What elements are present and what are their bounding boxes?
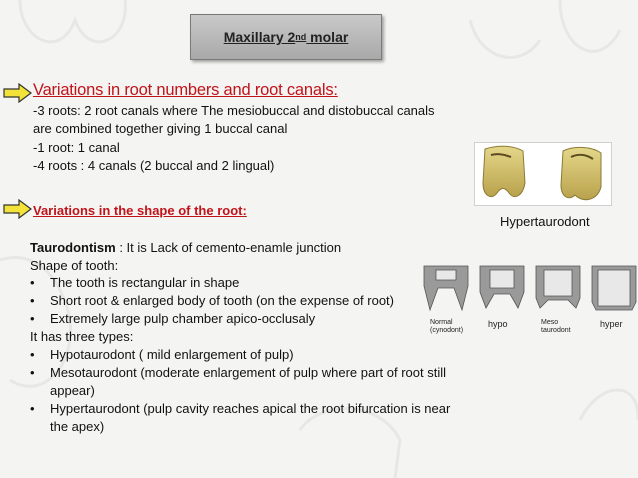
diagram-caption [541,319,571,335]
section1-line: -3 roots: 2 root canals where The mesiobuccal and distobuccal canals [33,103,435,118]
type-bullet: Mesotaurodont (moderate enlargement of pulp where part of root still [50,365,446,380]
meso-tooth-drawing [536,266,580,308]
tooth-photo-illustration [475,143,611,205]
arrow-icon [3,199,33,219]
bullet: • [30,347,35,362]
shape-bullet: The tooth is rectangular in shape [50,275,240,290]
type-bullet: Hypertaurodont (pulp cavity reaches apical the root bifurcation is near [50,401,451,416]
type-bullet: Hypotaurodont ( mild enlargement of pulp) [50,347,294,362]
bullet: • [30,293,35,308]
type-bullet-cont: appear) [50,383,95,398]
shape-bullet: Extremely large pulp chamber apico-occlusaly [50,311,316,326]
caption-line: Meso [541,319,559,326]
arrow-icon [3,83,33,103]
caption-line: Normal [430,319,453,326]
section1-line: are combined together giving 1 buccal canal [33,121,288,136]
type-bullet-cont: the apex) [50,419,105,434]
normal-tooth-drawing [424,266,468,310]
definition [30,239,341,256]
types-label: It has three types: [30,329,134,344]
section1-heading: Variations in root numbers and root canals: [33,81,338,99]
slide-title [190,14,382,60]
shape-label: Shape of tooth: [30,258,119,273]
diagram-caption [430,319,463,335]
caption-line: hyper [600,319,623,329]
section2-heading: Variations in the shape of the root: [33,203,247,218]
definition-term: Taurodontism [30,240,116,255]
definition-text: : It is Lack of cemento-enamle junction [115,240,342,255]
taurodont-diagram [420,262,638,314]
section1-line: -1 root: 1 canal [33,140,120,155]
bullet: • [30,365,35,380]
hypertaurodont-photo [474,142,612,206]
photo-caption: Hypertaurodont [500,214,590,229]
bullet: • [30,401,35,416]
hyper-tooth-drawing [592,266,636,310]
section1-line: -4 roots : 4 canals (2 buccal and 2 lingual) [33,158,275,173]
caption-line: (cynodont) [430,327,464,334]
hypo-tooth-drawing [480,266,524,308]
caption-line: taurodont [541,327,571,334]
diagram-caption [600,320,623,328]
diagram-caption [488,320,508,328]
caption-line: hypo [488,319,508,329]
bullet: • [30,275,35,290]
title-superscript: nd [295,32,307,42]
shape-bullet: Short root & enlarged body of tooth (on the expense of root) [50,293,394,308]
title-rest: molar [306,29,349,45]
title-main: Maxillary 2 [223,29,296,45]
bullet: • [30,311,35,326]
